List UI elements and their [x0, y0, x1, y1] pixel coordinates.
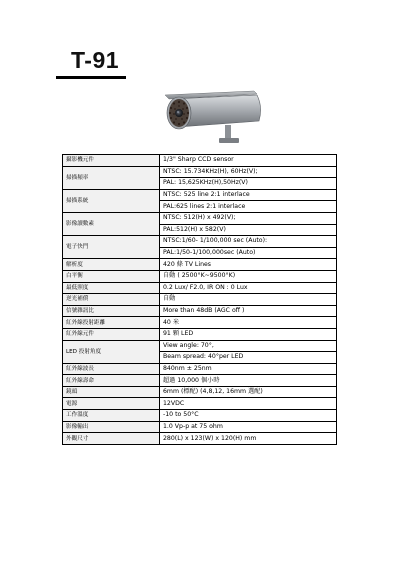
- spec-label: 掃描頻率: [63, 166, 160, 189]
- spec-row: [63, 398, 337, 410]
- spec-table: [62, 154, 337, 445]
- spec-value: 超過 10,000 個小時: [160, 375, 337, 387]
- spec-label: 紅外線壽命: [63, 375, 160, 387]
- page-title: T-91: [71, 47, 120, 73]
- spec-label: 白平衡: [63, 270, 160, 282]
- spec-label: 工作溫度: [63, 410, 160, 422]
- spec-label: 鏡頭: [63, 386, 160, 398]
- spec-row: [63, 421, 337, 433]
- spec-row: [63, 294, 337, 306]
- spec-value: 0.2 Lux/ F2.0, IR ON : 0 Lux: [160, 282, 337, 294]
- spec-value: 12VDC: [160, 398, 337, 410]
- spec-label: 紅外線波長: [63, 363, 160, 375]
- spec-label: 外觀尺寸: [63, 433, 160, 445]
- spec-label: 紅外線投射距離: [63, 317, 160, 329]
- spec-label: 電源: [63, 398, 160, 410]
- bullet-camera-photo: [159, 85, 271, 145]
- spec-value: 280(L) x 123(W) x 120(H) mm: [160, 433, 337, 445]
- spec-row: [63, 259, 337, 271]
- spec-label: 紅外線元件: [63, 328, 160, 340]
- spec-value: 自動: [160, 294, 337, 306]
- spec-value: 1/3" Sharp CCD sensor: [160, 155, 337, 167]
- spec-label: 掃描系統: [63, 189, 160, 212]
- spec-value: 6mm (標配) (4,8,12, 16mm 選配): [160, 386, 337, 398]
- title-underline: [56, 76, 126, 79]
- spec-value: Beam spread: 40°per LED: [160, 352, 337, 364]
- spec-row: [63, 212, 337, 224]
- spec-label: 電子快門: [63, 236, 160, 259]
- spec-row: [63, 236, 337, 248]
- spec-value: 91 顆 LED: [160, 328, 337, 340]
- spec-row: [63, 189, 337, 201]
- spec-label: 影像輸出: [63, 421, 160, 433]
- spec-label: 影像讀數素: [63, 212, 160, 235]
- spec-row: [63, 155, 337, 167]
- spec-row: [63, 340, 337, 352]
- spec-value: NTSC: 525 line 2:1 interlace: [160, 189, 337, 201]
- spec-label: 解析度: [63, 259, 160, 271]
- spec-value: View angle: 70°,: [160, 340, 337, 352]
- spec-row: [63, 363, 337, 375]
- spec-row: [63, 386, 337, 398]
- spec-row: [63, 375, 337, 387]
- spec-label: 最低照度: [63, 282, 160, 294]
- spec-row: [63, 433, 337, 445]
- spec-value: 420 條 TV Lines: [160, 259, 337, 271]
- spec-row: [63, 317, 337, 329]
- spec-value: 自動 ( 2500°K~9500°K): [160, 270, 337, 282]
- spec-value: PAL:1/50-1/100,000sec (Auto): [160, 247, 337, 259]
- spec-value: NTSC: 15.734KHz(H), 60Hz(V);: [160, 166, 337, 178]
- spec-value: NTSC: 512(H) x 492(V);: [160, 212, 337, 224]
- spec-row: [63, 328, 337, 340]
- spec-label: LED 投射角度: [63, 340, 160, 363]
- spec-value: More than 48dB (AGC off ): [160, 305, 337, 317]
- spec-row: [63, 305, 337, 317]
- spec-value: PAL:512(H) x 582(V): [160, 224, 337, 236]
- spec-label: 攝影機元件: [63, 155, 160, 167]
- spec-value: NTSC:1/60- 1/100,000 sec (Auto):: [160, 236, 337, 248]
- spec-row: [63, 270, 337, 282]
- spec-row: [63, 282, 337, 294]
- spec-label: 信號雜訊比: [63, 305, 160, 317]
- spec-row: [63, 166, 337, 178]
- spec-value: 1.0 Vp-p at 75 ohm: [160, 421, 337, 433]
- spec-label: 逆光補償: [63, 294, 160, 306]
- spec-value: 840nm ± 25nm: [160, 363, 337, 375]
- spec-value: PAL: 15,625KHz(H),50Hz(V): [160, 178, 337, 190]
- spec-row: [63, 410, 337, 422]
- spec-value: PAL:625 lines 2:1 interlace: [160, 201, 337, 213]
- spec-value: 40 米: [160, 317, 337, 329]
- spec-value: -10 to 50°C: [160, 410, 337, 422]
